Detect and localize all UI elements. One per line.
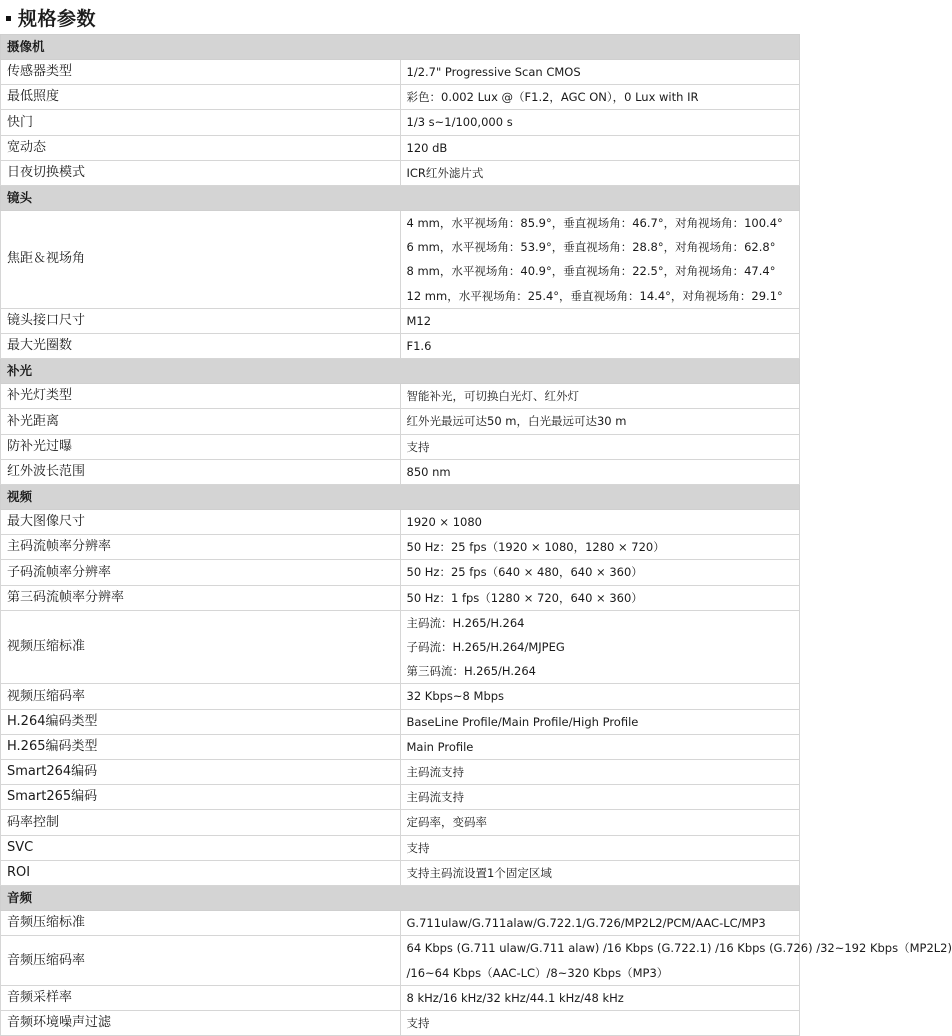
- spec-value: [400, 60, 800, 85]
- spec-value-line: 1920 × 1080: [406, 515, 482, 530]
- spec-value-line: 主码流支持: [406, 765, 464, 780]
- table-row: [1, 110, 800, 135]
- spec-value: [400, 835, 800, 860]
- spec-value: [400, 585, 800, 610]
- table-row: [1, 810, 800, 835]
- spec-value: [400, 860, 800, 885]
- spec-value-line: G.711ulaw/G.711alaw/G.722.1/G.726/MP2L2/PCM/AAC-LC/MP3: [406, 916, 766, 931]
- spec-label: 红外波长范围: [1, 459, 401, 484]
- table-row: [1, 160, 800, 185]
- table-row: [1, 734, 800, 759]
- spec-value-line: 支持主码流设置1个固定区域: [406, 865, 552, 880]
- spec-value: [400, 760, 800, 785]
- spec-label: 音频采样率: [1, 985, 401, 1010]
- spec-value-line: 主码流支持: [406, 790, 464, 805]
- spec-value-line: 支持: [406, 840, 430, 855]
- section-header-row: [1, 186, 800, 211]
- spec-value-line: 红外光最远可达50 m，白光最远可达30 m: [406, 414, 627, 429]
- table-row: [1, 560, 800, 585]
- table-row: [1, 459, 800, 484]
- spec-value: [400, 709, 800, 734]
- spec-label: 日夜切换模式: [1, 160, 401, 185]
- spec-value-line: 智能补光，可切换白光灯、红外灯: [406, 389, 579, 404]
- table-row: [1, 985, 800, 1010]
- spec-value-line: F1.6: [406, 339, 432, 354]
- section-header-row: [1, 485, 800, 510]
- spec-label: 镜头接口尺寸: [1, 308, 401, 333]
- spec-label: 码率控制: [1, 810, 401, 835]
- spec-label: 视频压缩码率: [1, 684, 401, 709]
- spec-value-line: 32 Kbps~8 Mbps: [406, 689, 505, 704]
- spec-value-line: 120 dB: [406, 140, 448, 155]
- spec-value: [400, 560, 800, 585]
- spec-label: 第三码流帧率分辨率: [1, 585, 401, 610]
- table-row: [1, 308, 800, 333]
- spec-value: [400, 110, 800, 135]
- spec-value-line: 1/2.7" Progressive Scan CMOS: [406, 65, 581, 79]
- table-row: [1, 835, 800, 860]
- section-header: 补光: [1, 359, 800, 384]
- spec-value-line: M12: [406, 313, 432, 328]
- spec-label: 音频压缩标准: [1, 911, 401, 936]
- section-header: 摄像机: [1, 35, 800, 60]
- table-row: [1, 135, 800, 160]
- spec-label: 宽动态: [1, 135, 401, 160]
- spec-label: 子码流帧率分辨率: [1, 560, 401, 585]
- spec-value: [400, 734, 800, 759]
- table-row: [1, 510, 800, 535]
- table-row: [1, 535, 800, 560]
- section-header-row: [1, 35, 800, 60]
- spec-value: [400, 785, 800, 810]
- spec-value-line: 1/3 s~1/100,000 s: [406, 115, 513, 130]
- table-row: [1, 1010, 800, 1035]
- spec-value: [400, 535, 800, 560]
- square-bullet-icon: [6, 16, 11, 21]
- spec-label: 防补光过曝: [1, 434, 401, 459]
- spec-value: [400, 384, 800, 409]
- table-row: [1, 936, 800, 985]
- spec-value-line: ICR红外滤片式: [406, 165, 484, 180]
- spec-value: [400, 985, 800, 1010]
- spec-value: [400, 510, 800, 535]
- spec-label: 音频压缩码率: [1, 936, 401, 985]
- spec-value-line: 彩色：0.002 Lux @（F1.2，AGC ON），0 Lux with IR: [406, 90, 699, 105]
- spec-value-line: 6 mm，水平视场角：53.9°，垂直视场角：28.8°，对角视场角：62.8°: [406, 240, 776, 255]
- spec-value: [400, 810, 800, 835]
- spec-value: [400, 160, 800, 185]
- spec-label: 最低照度: [1, 85, 401, 110]
- table-row: [1, 610, 800, 684]
- spec-value: [400, 610, 800, 684]
- spec-value-line: 50 Hz：25 fps（1920 × 1080，1280 × 720）: [406, 540, 665, 555]
- spec-label: 音频环境噪声过滤: [1, 1010, 401, 1035]
- spec-value: [400, 911, 800, 936]
- spec-value-line: 50 Hz：1 fps（1280 × 720，640 × 360）: [406, 590, 643, 605]
- table-row: [1, 860, 800, 885]
- spec-value-line: 8 mm，水平视场角：40.9°，垂直视场角：22.5°，对角视场角：47.4°: [406, 264, 776, 279]
- spec-value: [400, 936, 952, 985]
- table-row: [1, 409, 800, 434]
- spec-label: ROI: [1, 860, 401, 885]
- spec-label: 最大图像尺寸: [1, 510, 401, 535]
- spec-value-line: BaseLine Profile/Main Profile/High Profile: [406, 714, 639, 729]
- spec-value: [400, 135, 800, 160]
- spec-value: [400, 85, 800, 110]
- spec-label: 快门: [1, 110, 401, 135]
- table-row: [1, 585, 800, 610]
- spec-value-line: 8 kHz/16 kHz/32 kHz/44.1 kHz/48 kHz: [406, 990, 624, 1005]
- spec-value-line: 定码率，变码率: [406, 815, 487, 830]
- table-row: [1, 384, 800, 409]
- spec-label: Smart264编码: [1, 760, 401, 785]
- spec-value-line: Main Profile: [406, 739, 474, 754]
- spec-value: [400, 1010, 800, 1035]
- spec-value: [400, 684, 800, 709]
- table-row: [1, 85, 800, 110]
- spec-label: 最大光圈数: [1, 334, 401, 359]
- spec-value-line: 850 nm: [406, 464, 451, 479]
- spec-value-line: 子码流：H.265/H.264/MJPEG: [406, 640, 565, 655]
- spec-label: 主码流帧率分辨率: [1, 535, 401, 560]
- table-row: [1, 911, 800, 936]
- spec-label: 视频压缩标准: [1, 610, 401, 684]
- section-header: 视频: [1, 485, 800, 510]
- spec-value: [400, 308, 800, 333]
- table-row: [1, 785, 800, 810]
- spec-value-line: 支持: [406, 439, 430, 454]
- spec-label: H.264编码类型: [1, 709, 401, 734]
- spec-table-body: [1, 35, 952, 1036]
- table-row: [1, 60, 800, 85]
- page-title-text: 规格参数: [18, 7, 97, 30]
- table-row: [1, 434, 800, 459]
- spec-value: [400, 409, 800, 434]
- spec-value: [400, 211, 800, 309]
- spec-value: [400, 459, 800, 484]
- section-header: 镜头: [1, 186, 800, 211]
- spec-label: 补光灯类型: [1, 384, 401, 409]
- spec-label: 补光距离: [1, 409, 401, 434]
- spec-table: [0, 34, 952, 1036]
- spec-value-line: 支持: [406, 1015, 430, 1030]
- spec-value: [400, 334, 800, 359]
- spec-value: [400, 434, 800, 459]
- table-row: [1, 684, 800, 709]
- table-row: [1, 709, 800, 734]
- section-header-row: [1, 359, 800, 384]
- spec-value-line: 4 mm，水平视场角：85.9°，垂直视场角：46.7°，对角视场角：100.4°: [406, 216, 783, 231]
- spec-value-line: /16~64 Kbps（AAC-LC）/8~320 Kbps（MP3）: [406, 965, 669, 980]
- spec-value-line: 12 mm，水平视场角：25.4°，垂直视场角：14.4°，对角视场角：29.1°: [406, 288, 783, 303]
- spec-value-line: 主码流：H.265/H.264: [406, 615, 525, 630]
- spec-label: Smart265编码: [1, 785, 401, 810]
- table-row: [1, 760, 800, 785]
- section-header: 音频: [1, 886, 800, 911]
- section-header-row: [1, 886, 800, 911]
- spec-label: 焦距＆视场角: [1, 211, 401, 309]
- page-title: [0, 0, 800, 34]
- spec-value-line: 第三码流：H.265/H.264: [406, 664, 536, 679]
- table-row: [1, 211, 800, 309]
- spec-label: SVC: [1, 835, 401, 860]
- table-row: [1, 334, 800, 359]
- spec-label: 传感器类型: [1, 60, 401, 85]
- spec-value-line: 64 Kbps (G.711 ulaw/G.711 alaw) /16 Kbps (G.722.1) /16 Kbps (G.726) /32~192 Kbps（MP2L2): [406, 941, 952, 956]
- spec-value-line: 50 Hz：25 fps（640 × 480，640 × 360）: [406, 565, 643, 580]
- spec-label: H.265编码类型: [1, 734, 401, 759]
